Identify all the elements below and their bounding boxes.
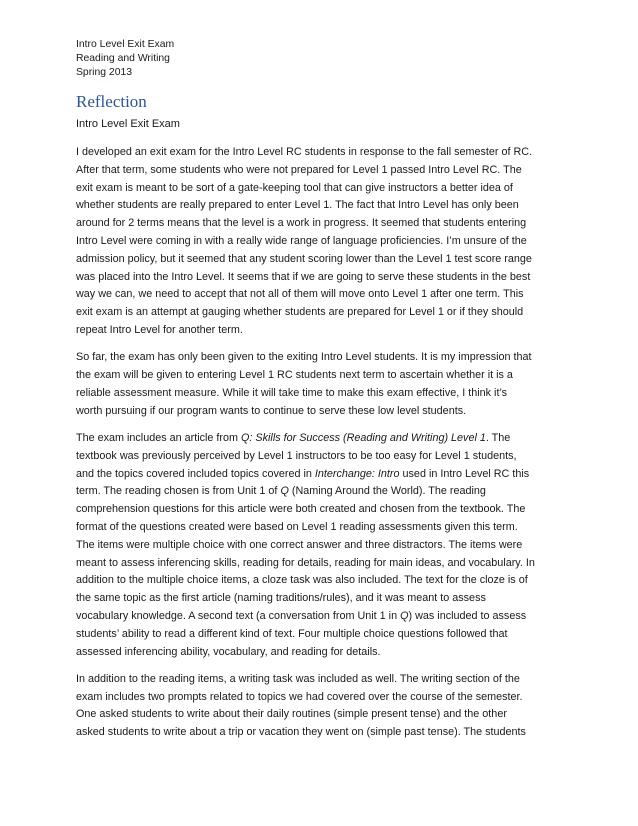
paragraph-3 <box>76 430 566 661</box>
text-line <box>76 608 566 626</box>
text-line: After that term, some students who were not prepared for Level 1 passed Intro Level RC. The <box>76 163 522 176</box>
text-line: students’ ability to read a different kind of text. Four multiple choice questions followed that <box>76 627 508 640</box>
text-line: One asked students to write about their daily routines (simple present tense) and the other <box>76 708 507 721</box>
document-header <box>76 38 174 80</box>
text-line: I developed an exit exam for the Intro Level RC students in response to the fall semester of RC. <box>76 146 533 158</box>
text-line: assessed inferencing ability, vocabulary, and reading for details. <box>76 645 381 658</box>
text-line: the same topic as the first article (naming traditions/rules), and it was meant to assess <box>76 592 486 605</box>
text-line: exit exam is meant to be sort of a gate-keeping tool that can give instructors a better idea of <box>76 181 513 194</box>
paragraph-2 <box>76 349 566 420</box>
text-line: meant to assess inferencing skills, reading for details, reading for main ideas, and vocabulary. In <box>76 556 535 569</box>
header-course: Intro Level Exit Exam <box>76 39 175 50</box>
paragraph-4 <box>76 671 566 742</box>
text-line: Intro Level were coming in with a really wide range of language proficiencies. I’m unsure of the <box>76 234 527 247</box>
text-run: vocabulary knowledge. A second text (a conversation from Unit 1 in <box>76 609 401 622</box>
header-skill: Reading and Writing <box>76 53 170 64</box>
text-line: reliable assessment measure. While it will take time to make this exam effective, I think it’s <box>76 386 508 399</box>
text-line: In addition to the reading items, a writing task was included as well. The writing section of the <box>76 672 520 685</box>
text-run: ) was included to assess <box>408 609 527 622</box>
document-title: Reflection <box>76 92 147 111</box>
text-line: whether students are really prepared to enter Level 1. The fact that Intro Level has only been <box>76 199 519 212</box>
text-line: comprehension questions for this article were both created and chosen from the textbook. The <box>76 503 526 516</box>
text-line: format of the questions created were based on Level 1 reading assessments given this term. <box>76 520 518 533</box>
text-line: around for 2 terms means that the level is a work in progress. It seemed that students entering <box>76 217 527 230</box>
text-line: worth pursuing if our program wants to continue to serve these low level students. <box>76 404 467 417</box>
text-line: The items were multiple choice with one correct answer and three distractors. The items were <box>76 538 523 551</box>
text-line: exam includes two prompts related to topics we had covered over the course of the semester. <box>76 690 523 703</box>
book-title-q-skills: Q: Skills for Success (Reading and Writing) Level 1 <box>241 431 486 444</box>
text-line <box>76 430 566 448</box>
text-line: way we can, we need to accept that not all of them will move onto Level 1 after one term. This <box>76 288 524 301</box>
text-line: So far, the exam has only been given to the exiting Intro Level students. It is my impression that <box>76 351 532 364</box>
header-term: Spring 2013 <box>76 67 133 78</box>
text-line: addition to the multiple choice items, a cloze task was also included. The text for the cloze is of <box>76 574 528 587</box>
text-line: admission policy, but it seemed that any student scoring lower than the Level 1 test score range <box>76 252 532 265</box>
document-body <box>76 144 566 752</box>
text-run: and the topics covered included topics covered in <box>76 467 315 480</box>
text-line: the exam will be given to entering Level 1 RC students next term to ascertain whether it is a <box>76 369 513 382</box>
text-line: was placed into the Intro Level. It seems that if we are going to serve these students in the best <box>76 270 531 283</box>
text-run: term. The reading chosen is from Unit 1 of <box>76 485 281 498</box>
book-title-q: Q <box>400 609 409 622</box>
text-run: (Naming Around the World). The reading <box>288 485 486 498</box>
text-line <box>76 483 566 501</box>
text-line <box>76 466 566 484</box>
text-line: textbook was previously perceived by Level 1 instructors to be too easy for Level 1 students, <box>76 449 517 462</box>
text-run: . The <box>485 431 511 444</box>
text-run: The exam includes an article from <box>76 431 242 444</box>
document-subtitle: Intro Level Exit Exam <box>76 118 180 130</box>
text-line: exit exam is an attempt at gauging whether students are prepared for Level 1 or if they should <box>76 306 524 319</box>
book-title-interchange: Interchange: Intro <box>314 467 400 480</box>
text-line: repeat Intro Level for another term. <box>76 323 243 336</box>
book-title-q: Q <box>280 485 289 498</box>
paragraph-1 <box>76 144 566 340</box>
text-run: used in Intro Level RC this <box>399 467 530 480</box>
text-line: asked students to write about a trip or vacation they went on (simple past tense). The students <box>76 726 526 739</box>
